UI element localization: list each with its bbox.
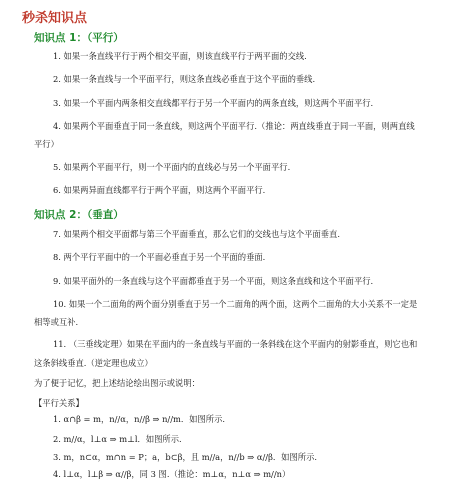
- theorem-line: 4. 如果两个平面垂直于同一条直线，则这两个平面平行.（推论：两直线垂直于同一平面，则两直线: [53, 121, 415, 131]
- theorem-line-continued: 这条斜线垂直.（逆定理也成立）: [34, 358, 153, 368]
- intro-text: 为了便于记忆，把上述结论绘出图示或说明：: [34, 378, 200, 388]
- theorem-line: 1. 如果一条直线平行于两个相交平面，则该直线平行于两平面的交线.: [53, 51, 307, 61]
- relation-line: 2. m//α，l⊥α ⇒ m⊥l．如图所示.: [53, 434, 182, 444]
- parallel-relations-label: 【平行关系】: [34, 398, 84, 408]
- theorem-line-continued: 相等或互补.: [34, 317, 79, 327]
- theorem-line-continued: 平行）: [34, 139, 59, 149]
- page-title: 秒杀知识点: [22, 11, 88, 26]
- section-heading-parallel: 知识点 1：（平行）: [34, 32, 124, 44]
- theorem-line: 3. 如果一个平面内两条相交直线都平行于另一个平面内的两条直线，则这两个平面平行.: [53, 98, 374, 108]
- relation-line: 3. m，n⊂α，m∩n = P；a，b⊂β，且 m//a，n//b ⇒ α//β．如图所示.: [53, 452, 318, 462]
- theorem-line: 6. 如果两异面直线都平行于两个平面，则这两个平面平行.: [53, 185, 266, 195]
- relation-line: 4. l⊥α，l⊥β ⇒ α//β，同 3 图.（推论：m⊥α，n⊥α ⇒ m//n）: [53, 469, 291, 479]
- theorem-line: 11. （三垂线定理）如果在平面内的一条直线与平面的一条斜线在这个平面内的射影垂直，则它也和: [53, 339, 418, 349]
- theorem-line: 9. 如果平面外的一条直线与这个平面都垂直于另一个平面，则这条直线和这个平面平行.: [53, 276, 374, 286]
- theorem-line: 7. 如果两个相交平面都与第三个平面垂直，那么它们的交线也与这个平面垂直.: [53, 229, 340, 239]
- theorem-line: 10. 如果一个二面角的两个面分别垂直于另一个二面角的两个面，这两个二面角的大小关系不一定是: [53, 299, 418, 309]
- theorem-line: 2. 如果一条直线与一个平面平行，则这条直线必垂直于这个平面的垂线.: [53, 74, 316, 84]
- theorem-line: 5. 如果两个平面平行，则一个平面内的直线必与另一个平面平行.: [53, 162, 291, 172]
- relation-line: 1. α∩β = m，n//α，n//β ⇒ n//m．如图所示.: [53, 414, 226, 424]
- section-heading-perpendicular: 知识点 2：（垂直）: [34, 209, 124, 221]
- theorem-line: 8. 两个平行平面中的一个平面必垂直于另一个平面的垂面.: [53, 252, 266, 262]
